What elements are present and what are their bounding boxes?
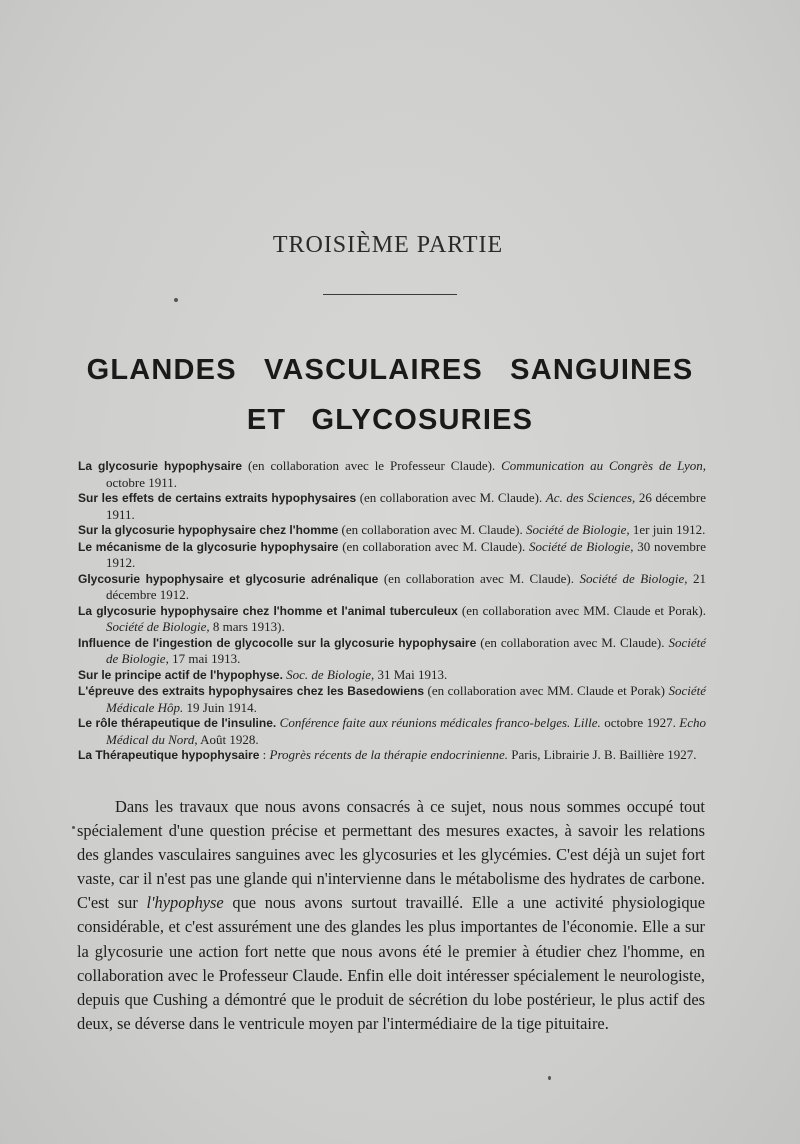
reference-entry: La glycosurie hypophysaire chez l'homme et l'animal tuberculeux (en collaboration avec MM. Claude et Porak). Société de Biologie, 8 mars 1913).	[78, 602, 706, 634]
reference-entry: L'épreuve des extraits hypophysaires chez les Basedowiens (en collaboration avec MM. Claude et Porak) Société Médicale Hôp. 19 Juin 1914.	[78, 683, 706, 715]
reference-entry: Sur le principe actif de l'hypophyse. Soc. de Biologie, 31 Mai 1913.	[78, 666, 448, 682]
part-title: TROISIÈME PARTIE	[272, 232, 504, 258]
reference-entry: La Thérapeutique hypophysaire : Progrès récents de la thérapie endocrinienne. Paris, Librairie J. B. Baillière 1927.	[78, 747, 697, 762]
paper-speck	[548, 1076, 551, 1080]
reference-entry: Sur la glycosurie hypophysaire chez l'homme (en collaboration avec M. Claude). Société de Biologie, 1er juin 1912.	[78, 522, 706, 537]
reference-title: Sur la glycosurie hypophysaire chez l'homme	[78, 523, 339, 537]
reference-entry: Le rôle thérapeutique de l'insuline. Conférence faite aux réunions médicales franco-belges. Lille. octobre 1927. Echo Médical du Nord, Août 1928.	[78, 715, 706, 747]
reference-title: Le mécanisme de la glycosurie hypophysaire	[78, 539, 339, 554]
reference-list	[78, 458, 706, 764]
reference-title: Le rôle thérapeutique de l'insuline.	[78, 716, 277, 730]
main-title-line-1: GLANDES VASCULAIRES SANGUINES	[86, 354, 694, 386]
body-paragraph	[77, 795, 705, 1036]
reference-title: Sur les effets de certains extraits hypophysaires	[78, 491, 357, 505]
reference-entry: La glycosurie hypophysaire (en collaboration avec le Professeur Claude). Communication au Congrès de Lyon, octobre 1911.	[78, 458, 707, 490]
main-title-line-2: ET GLYCOSURIES	[246, 404, 534, 436]
reference-title: Glycosurie hypophysaire et glycosurie adrénalique	[78, 571, 379, 586]
paper-speck	[174, 298, 178, 302]
reference-title: L'épreuve des extraits hypophysaires chez les Basedowiens	[78, 684, 424, 698]
reference-title: Influence de l'ingestion de glycocolle sur la glycosurie hypophysaire	[78, 635, 477, 650]
reference-title: La glycosurie hypophysaire	[78, 459, 243, 473]
reference-title: Sur le principe actif de l'hypophyse.	[78, 667, 283, 682]
reference-title: La Thérapeutique hypophysaire	[78, 748, 260, 762]
reference-title: La glycosurie hypophysaire chez l'homme et l'animal tuberculeux	[78, 603, 458, 618]
reference-entry: Le mécanisme de la glycosurie hypophysaire (en collaboration avec M. Claude). Société de Biologie, 30 novembre 1912.	[78, 538, 706, 570]
reference-entry: Sur les effets de certains extraits hypophysaires (en collaboration avec M. Claude). Ac. des Sciences, 26 décembre 1911.	[78, 490, 706, 522]
reference-entry: Influence de l'ingestion de glycocolle sur la glycosurie hypophysaire (en collaboration avec M. Claude). Société de Biologie, 17 mai 1913.	[78, 634, 706, 666]
title-rule	[323, 294, 457, 295]
reference-entry: Glycosurie hypophysaire et glycosurie adrénalique (en collaboration avec M. Claude). Société de Biologie, 21 décembre 1912.	[78, 570, 706, 602]
body-paragraph-text: Dans les travaux que nous avons consacrés à ce sujet, nous nous sommes occupé tout spécialement d'une question précise et permettant des mesures exactes, à savoir les relations des glandes vasculaires sanguines avec les glycosuries et les glycémies. C'est déjà un sujet fort vaste, car il n'est pas une glande qui n'intervienne dans le métabolisme des hydrates de carbone. C'est sur l'hypophyse que nous avons surtout travaillé. Elle a une activité physiologique considérable, et c'est assurément une des glandes les plus importantes de l'économie. Elle a sur la glycosurie une action fort nette que nous avons été le premier à étudier chez l'homme, en collaboration avec le Professeur Claude. Enfin elle doit intéresser spécialement le neurologiste, depuis que Cushing a démontré que le produit de sécrétion du lobe postérieur, le plus actif des deux, se déverse dans le ventricule moyen par l'intermédiaire de la tige pituitaire.	[77, 797, 705, 1033]
paper-speck	[72, 826, 75, 829]
